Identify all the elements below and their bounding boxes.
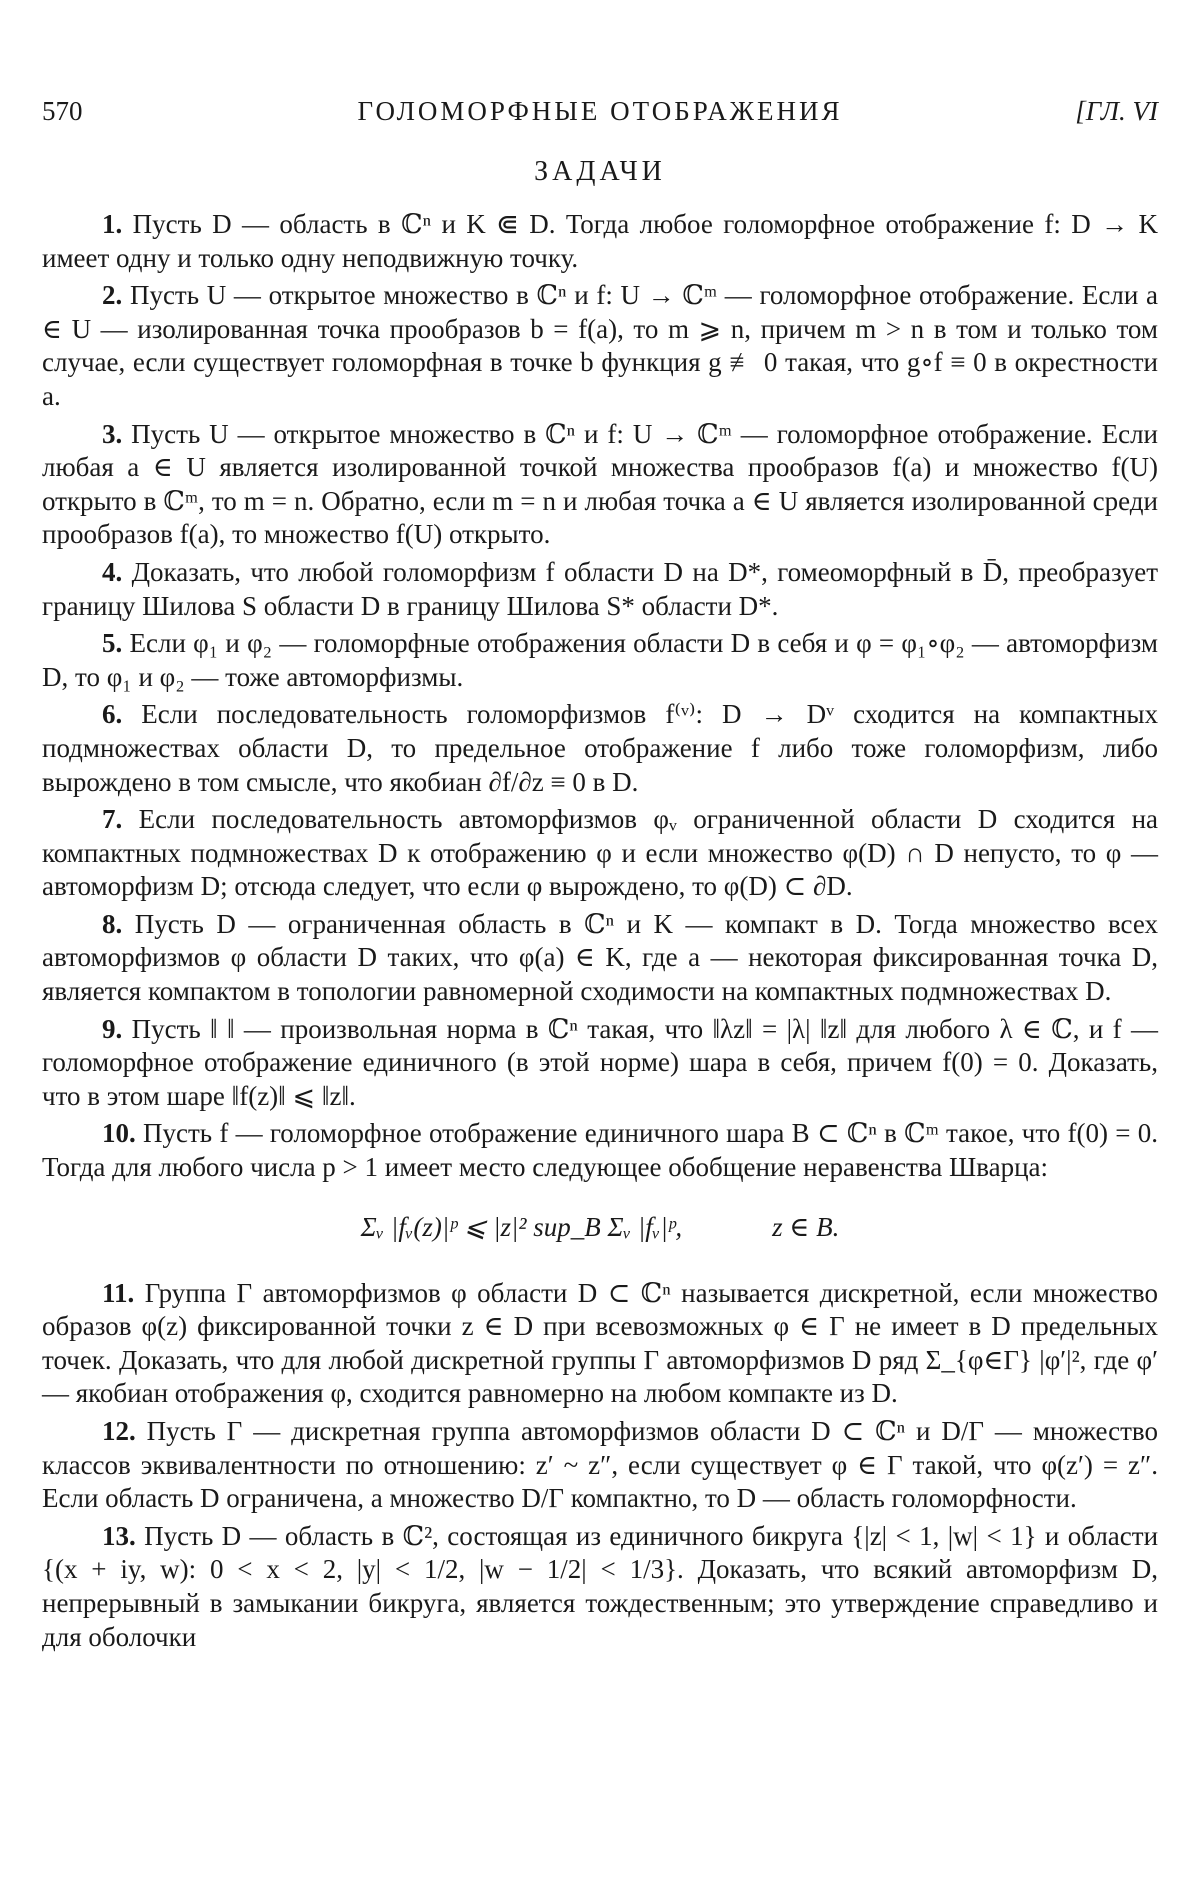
task-text: Пусть D — область в ℂⁿ и K ⋐ D. Тогда любое голоморфное отображение f: D → K имеет одну и только одну неподвижную точку. (42, 209, 1159, 273)
task-9 (42, 1013, 1158, 1114)
chapter-label: [ГЛ. VI (1075, 96, 1158, 126)
task-8 (42, 908, 1158, 1009)
task-label: 2. (102, 280, 123, 311)
task-6 (42, 698, 1158, 799)
task-5 (42, 627, 1158, 694)
task-label: 5. (102, 628, 123, 659)
task-label: 3. (102, 418, 123, 449)
task-label: 8. (102, 908, 123, 939)
task-label: 4. (102, 556, 123, 587)
task-7 (42, 803, 1158, 904)
task-11 (42, 1277, 1158, 1411)
task-text: Пусть D — область в ℂ², состоящая из единичного бикруга {|z| < 1, |w| < 1} и области {(x + iy, w): 0 < x < 2, |y| < 1/2, |w − 1/2| < 1/3}. Доказать, что всякий автоморфизм D, непрерывный в замыкании бикруга, является тождественным; это утверждение справедливо и для оболочки (42, 1520, 1159, 1652)
task-text: Пусть ‖ ‖ — произвольная норма в ℂⁿ такая, что ‖λz‖ = |λ| ‖z‖ для любого λ ∈ ℂ, и f — голоморфное отображение единичного (в этой норме) шара в себя, причем f(0) = 0. Доказать, что в этом шаре ‖f(z)‖ ⩽ ‖z‖. (42, 1013, 1159, 1111)
task-text: Доказать, что любой голоморфизм f области D на D*, гомеоморфный в D̄, преобразует границу Шилова S области D в границу Шилова S* области D*. (42, 556, 1158, 621)
task-text: Группа Γ автоморфизмов φ области D ⊂ ℂⁿ называется дискретной, если множество образов φ(z) фиксированной точки z ∈ D при всевозможных φ ∈ Γ не имеет в D предельных точек. Доказать, что для любой дискретной группы Γ автоморфизмов D ряд Σ_{φ∈Γ} |φ′|², где φ′ — якобиан отображения φ, сходится равномерно на любом компакте из D. (42, 1277, 1158, 1409)
book-page (42, 0, 1158, 1904)
task-label: 6. (102, 699, 123, 730)
formula-lhs: Σᵥ |fᵥ(z)|ᵖ ⩽ |z|² sup_B Σᵥ |fᵥ|ᵖ, (360, 1211, 683, 1242)
task-label: 13. (102, 1520, 136, 1551)
task-text: Если φ₁ и φ₂ — голоморфные отображения области D в себя и φ = φ₁∘φ₂ — автоморфизм D, то φ₁ и φ₂ — тоже автоморфизмы. (42, 628, 1158, 692)
task-text: Пусть U — открытое множество в ℂⁿ и f: U → ℂᵐ — голоморфное отображение. Если a ∈ U — изолированная точка прообразов b = f(a), то m ⩾ n, причем m > n в том и только том случае, если существует голоморфная в точке b функция g ≢ 0 такая, что g∘f ≡ 0 в окрестности a. (42, 280, 1159, 411)
task-text: Пусть U — открытое множество в ℂⁿ и f: U → ℂᵐ — голоморфное отображение. Если любая a ∈ U является изолированной точкой множества прообразов f(a) и множество f(U) открыто в ℂᵐ, то m = n. Обратно, если m = n и любая точка a ∈ U является изолированной среди прообразов f(a), то множество f(U) открыто. (42, 418, 1158, 550)
task-text: Пусть D — ограниченная область в ℂⁿ и K — компакт в D. Тогда множество всех автоморфизмов φ области D таких, что φ(a) ∈ K, где a — некоторая фиксированная точка D, является компактом в топологии равномерной сходимости на компактных подмножествах D. (42, 908, 1158, 1007)
running-header (42, 96, 1158, 136)
task-1 (42, 208, 1158, 275)
task-text: Если последовательность автоморфизмов φᵥ ограниченной области D сходится на компактных подмножествах D к отображению φ и если множество φ(D) ∩ D непусто, то φ — автоморфизм D; отсюда следует, что если φ вырождено, то φ(D) ⊂ ∂D. (42, 804, 1159, 902)
page-number: 570 (42, 96, 83, 126)
task-2 (42, 279, 1158, 413)
task-label: 9. (102, 1013, 123, 1044)
task-text: Пусть f — голоморфное отображение единичного шара B ⊂ ℂⁿ в ℂᵐ такое, что f(0) = 0. Тогда для любого числа p > 1 имеет место следующее обобщение неравенства Шварца: (42, 1118, 1159, 1183)
tasks-body (42, 208, 1158, 1658)
task-12 (42, 1415, 1158, 1516)
task-3 (42, 418, 1158, 552)
task-label: 1. (102, 209, 123, 239)
task-label: 7. (102, 804, 123, 835)
running-title: ГОЛОМОРФНЫЕ ОТОБРАЖЕНИЯ (357, 96, 843, 126)
task-4 (42, 556, 1158, 623)
task-text: Если последовательность голоморфизмов f⁽ᵛ⁾: D → Dᵛ сходится на компактных подмножествах области D, то предельное отображение f либо тоже голоморфизм, либо вырождено в том смысле, что якобиан ∂f/∂z ≡ 0 в D. (42, 699, 1158, 797)
section-title: ЗАДАЧИ (534, 156, 666, 187)
task-label: 11. (102, 1277, 135, 1308)
task-label: 12. (102, 1416, 136, 1446)
formula-rhs: z ∈ B. (772, 1211, 840, 1242)
task-label: 10. (102, 1118, 136, 1149)
task-10 (42, 1117, 1158, 1184)
task-text: Пусть Γ — дискретная группа автоморфизмов области D ⊂ ℂⁿ и D/Γ — множество классов эквивалентности по отношению: z′ ~ z″, если существует φ ∈ Γ такой, что φ(z′) = z″. Если область D ограничена, а множество D/Γ компактно, то D — область голоморфности. (42, 1416, 1158, 1514)
task-13 (42, 1520, 1158, 1654)
schwarz-inequality-formula (42, 1207, 1158, 1247)
